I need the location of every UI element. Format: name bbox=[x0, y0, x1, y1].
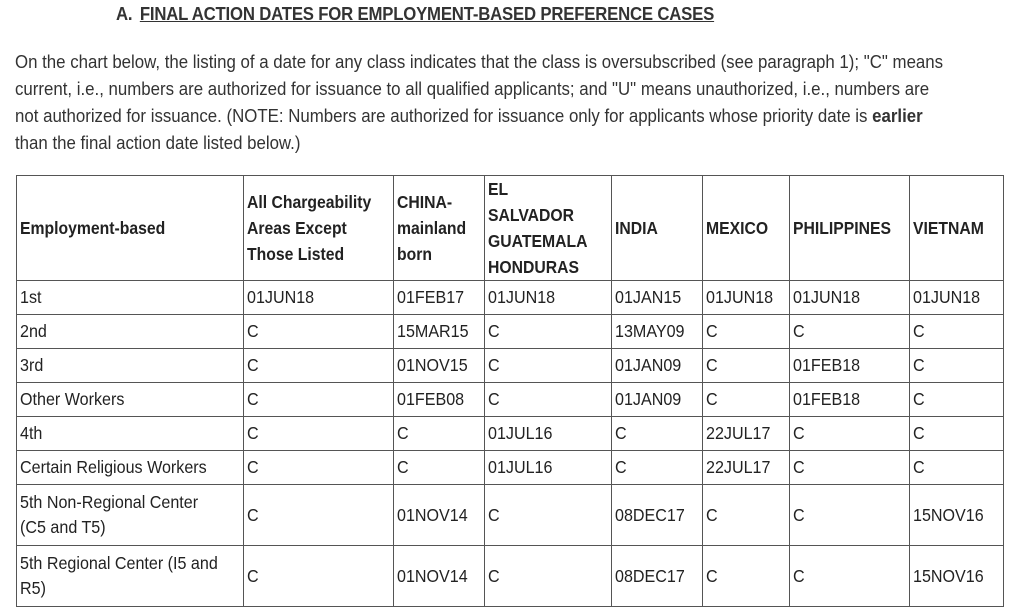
date-value: C bbox=[488, 389, 500, 409]
date-value: 01JUN18 bbox=[913, 287, 981, 307]
row-label: 4th bbox=[20, 423, 43, 443]
date-value: 01JUN18 bbox=[247, 287, 315, 307]
date-cell bbox=[910, 349, 1004, 383]
date-cell bbox=[910, 417, 1004, 451]
date-cell bbox=[790, 281, 910, 315]
date-value: C bbox=[913, 423, 925, 443]
date-cell bbox=[790, 546, 910, 607]
column-header-0 bbox=[17, 176, 244, 281]
date-value: C bbox=[913, 321, 925, 341]
date-cell bbox=[612, 349, 703, 383]
date-value: 13MAY09 bbox=[615, 321, 685, 341]
date-value: 01JUN18 bbox=[793, 287, 861, 307]
date-value: C bbox=[247, 565, 259, 586]
date-cell bbox=[394, 451, 485, 485]
final-action-dates-table bbox=[16, 175, 1004, 607]
date-value: 22JUL17 bbox=[706, 423, 771, 443]
date-value: C bbox=[793, 565, 805, 586]
intro-line-1: On the chart below, the listing of a date for any class indicates that the class is oversubscribed (see paragraph 1); "C" means bbox=[15, 51, 944, 72]
column-header-label: All Chargeability Areas Except Those Listed bbox=[247, 192, 372, 264]
table-row bbox=[17, 315, 1004, 349]
table-row bbox=[17, 417, 1004, 451]
date-value: C bbox=[706, 389, 718, 409]
date-value: C bbox=[488, 504, 500, 525]
column-header-label: PHILIPPINES bbox=[793, 218, 892, 238]
row-label: 1st bbox=[20, 287, 42, 307]
intro-emphasis-earlier: earlier bbox=[872, 105, 923, 126]
date-value: C bbox=[706, 504, 718, 525]
date-cell bbox=[244, 546, 394, 607]
date-value: C bbox=[615, 423, 627, 443]
date-value: C bbox=[247, 457, 259, 477]
date-cell bbox=[703, 383, 790, 417]
date-value: 01FEB17 bbox=[397, 287, 465, 307]
date-value: 01NOV15 bbox=[397, 355, 468, 375]
date-cell bbox=[790, 349, 910, 383]
date-cell bbox=[703, 451, 790, 485]
date-cell bbox=[485, 315, 612, 349]
row-label-cell bbox=[17, 383, 244, 417]
date-cell bbox=[612, 315, 703, 349]
row-label: 5th Non-Regional Center (C5 and T5) bbox=[20, 492, 199, 537]
date-value: 15NOV16 bbox=[913, 504, 984, 525]
date-cell bbox=[394, 383, 485, 417]
date-value: 08DEC17 bbox=[615, 504, 685, 525]
date-cell bbox=[612, 451, 703, 485]
intro-paragraph bbox=[15, 48, 944, 156]
date-cell bbox=[790, 451, 910, 485]
row-label: Other Workers bbox=[20, 389, 125, 409]
table-row bbox=[17, 383, 1004, 417]
table-row bbox=[17, 546, 1004, 607]
date-cell bbox=[244, 315, 394, 349]
date-cell bbox=[910, 451, 1004, 485]
date-value: C bbox=[247, 355, 259, 375]
section-heading bbox=[116, 4, 714, 25]
table-row bbox=[17, 281, 1004, 315]
column-header-label: MEXICO bbox=[706, 218, 769, 238]
row-label-cell bbox=[17, 546, 244, 607]
date-cell bbox=[394, 281, 485, 315]
date-cell bbox=[244, 451, 394, 485]
date-value: C bbox=[247, 423, 259, 443]
column-header-1 bbox=[244, 176, 394, 281]
date-cell bbox=[790, 417, 910, 451]
row-label: 3rd bbox=[20, 355, 44, 375]
date-cell bbox=[394, 417, 485, 451]
date-value: C bbox=[488, 355, 500, 375]
date-value: C bbox=[793, 457, 805, 477]
column-header-label: Employment-based bbox=[20, 218, 166, 238]
date-value: 01NOV14 bbox=[397, 565, 468, 586]
date-cell bbox=[703, 315, 790, 349]
date-cell bbox=[394, 315, 485, 349]
column-header-3 bbox=[485, 176, 612, 281]
date-value: C bbox=[706, 355, 718, 375]
date-value: C bbox=[488, 321, 500, 341]
date-value: C bbox=[793, 423, 805, 443]
column-header-label: INDIA bbox=[615, 218, 658, 238]
date-value: 01JUN18 bbox=[706, 287, 774, 307]
table-body bbox=[17, 281, 1004, 607]
date-value: C bbox=[913, 389, 925, 409]
date-value: 01JUL16 bbox=[488, 423, 553, 443]
date-cell bbox=[910, 281, 1004, 315]
row-label-cell bbox=[17, 349, 244, 383]
date-value: 15NOV16 bbox=[913, 565, 984, 586]
date-cell bbox=[703, 417, 790, 451]
date-value: 01NOV14 bbox=[397, 504, 468, 525]
date-value: 01JUN18 bbox=[488, 287, 556, 307]
date-value: 22JUL17 bbox=[706, 457, 771, 477]
date-value: 01JAN09 bbox=[615, 355, 682, 375]
date-cell bbox=[910, 546, 1004, 607]
date-cell bbox=[790, 315, 910, 349]
date-cell bbox=[244, 349, 394, 383]
date-value: C bbox=[913, 457, 925, 477]
date-cell bbox=[244, 417, 394, 451]
column-header-5 bbox=[703, 176, 790, 281]
date-value: 01JAN09 bbox=[615, 389, 682, 409]
date-cell bbox=[394, 485, 485, 546]
table-row bbox=[17, 485, 1004, 546]
column-header-6 bbox=[790, 176, 910, 281]
date-value: 01FEB18 bbox=[793, 355, 861, 375]
date-cell bbox=[910, 383, 1004, 417]
date-cell bbox=[485, 281, 612, 315]
date-cell bbox=[910, 485, 1004, 546]
date-cell bbox=[244, 281, 394, 315]
date-cell bbox=[394, 546, 485, 607]
date-value: 01FEB08 bbox=[397, 389, 465, 409]
intro-line-2: current, i.e., numbers are authorized for issuance to all qualified applicants; and "U" means unauthorized, i.e., numbers are bbox=[15, 78, 930, 99]
row-label: 2nd bbox=[20, 321, 47, 341]
date-value: C bbox=[397, 423, 409, 443]
table-row bbox=[17, 451, 1004, 485]
section-number: A. bbox=[116, 4, 133, 24]
column-header-4 bbox=[612, 176, 703, 281]
date-cell bbox=[703, 485, 790, 546]
date-value: C bbox=[793, 504, 805, 525]
date-cell bbox=[485, 451, 612, 485]
column-header-label: CHINA-mainland born bbox=[397, 192, 467, 264]
row-label-cell bbox=[17, 451, 244, 485]
date-value: C bbox=[488, 565, 500, 586]
intro-line-3-text: not authorized for issuance. (NOTE: Numbers are authorized for issuance only for applicants whose priority date is bbox=[15, 105, 873, 126]
row-label: Certain Religious Workers bbox=[20, 457, 207, 477]
date-value: C bbox=[706, 565, 718, 586]
date-value: C bbox=[615, 457, 627, 477]
date-cell bbox=[612, 383, 703, 417]
section-title: FINAL ACTION DATES FOR EMPLOYMENT-BASED PREFERENCE CASES bbox=[139, 4, 715, 24]
date-value: 01JUL16 bbox=[488, 457, 553, 477]
row-label-cell bbox=[17, 485, 244, 546]
date-cell bbox=[910, 315, 1004, 349]
date-cell bbox=[612, 485, 703, 546]
date-value: 15MAR15 bbox=[397, 321, 469, 341]
date-value: C bbox=[247, 504, 259, 525]
date-cell bbox=[485, 349, 612, 383]
intro-line-4: than the final action date listed below.) bbox=[15, 132, 301, 153]
date-value: C bbox=[247, 389, 259, 409]
date-value: C bbox=[793, 321, 805, 341]
column-header-label: VIETNAM bbox=[913, 218, 984, 238]
date-value: C bbox=[706, 321, 718, 341]
date-cell bbox=[790, 383, 910, 417]
table-header-row bbox=[17, 176, 1004, 281]
date-value: C bbox=[247, 321, 259, 341]
date-value: 01FEB18 bbox=[793, 389, 861, 409]
row-label-cell bbox=[17, 417, 244, 451]
date-cell bbox=[612, 546, 703, 607]
date-cell bbox=[485, 485, 612, 546]
column-header-label: EL SALVADOR GUATEMALA HONDURAS bbox=[488, 179, 587, 277]
date-cell bbox=[612, 281, 703, 315]
column-header-7 bbox=[910, 176, 1004, 281]
date-value: 01JAN15 bbox=[615, 287, 682, 307]
date-cell bbox=[612, 417, 703, 451]
intro-line-3 bbox=[15, 102, 925, 129]
date-cell bbox=[244, 485, 394, 546]
date-cell bbox=[485, 546, 612, 607]
date-value: C bbox=[397, 457, 409, 477]
column-header-2 bbox=[394, 176, 485, 281]
date-cell bbox=[703, 281, 790, 315]
date-cell bbox=[244, 383, 394, 417]
date-value: 08DEC17 bbox=[615, 565, 685, 586]
row-label-cell bbox=[17, 315, 244, 349]
date-cell bbox=[485, 417, 612, 451]
date-cell bbox=[485, 383, 612, 417]
date-cell bbox=[703, 546, 790, 607]
date-cell bbox=[394, 349, 485, 383]
date-value: C bbox=[913, 355, 925, 375]
row-label: 5th Regional Center (I5 and R5) bbox=[20, 553, 218, 598]
date-cell bbox=[790, 485, 910, 546]
table-row bbox=[17, 349, 1004, 383]
date-cell bbox=[703, 349, 790, 383]
row-label-cell bbox=[17, 281, 244, 315]
